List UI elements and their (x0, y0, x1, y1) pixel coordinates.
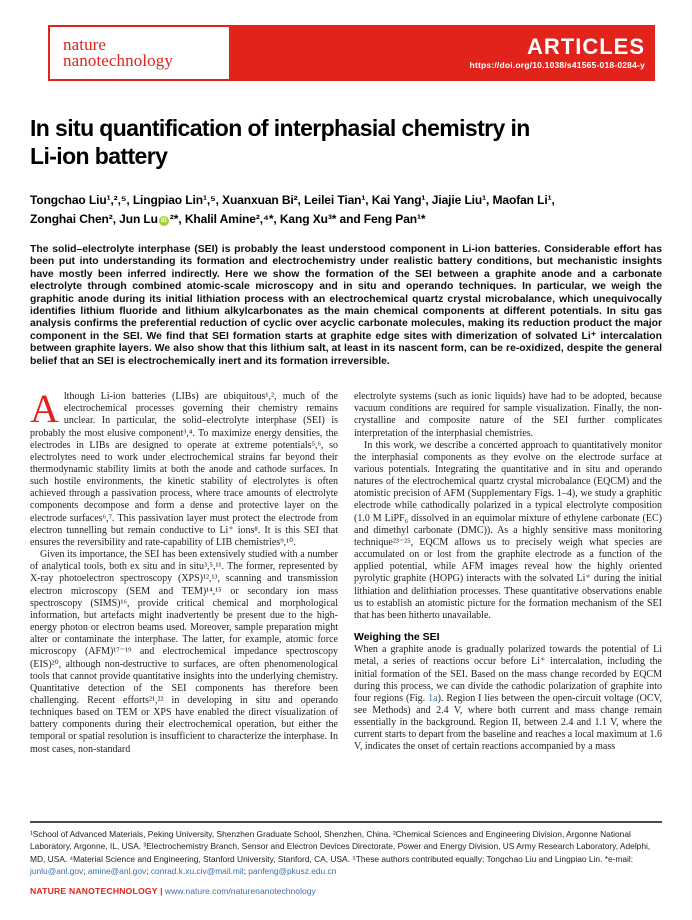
right-column (354, 391, 662, 799)
title-line-2: Li-ion battery (30, 143, 168, 169)
paragraph: In this work, we describe a concerted approach to quantitatively monitor the interphasial components as they evolve on the electrode surface at various potentials. Integrating the quantitative and in situ and operando natures of the electrochemical quartz crystal microbalance (EQCM) and the atomistic precision of AFM (Supplementary Figs. 1–4), we study a graphitic electrode while cathodically polarized in a typical electrolyte composition (1.0 M LiPF₆ dissolved in an equimolar mixture of ethylene carbonate (EC) and dimethyl carbonate (DMC)). As a highly sensitive mass monitoring technique²³⁻²⁵, EQCM allows us to precisely weigh what species are accumulated on or lost from the graphite electrode as a function of the applied potential, while AFM images reveal how the highly oriented pyrolytic graphite (HOPG) interacts with the solvated Li⁺ during the initial lithiation and delithiation processes. These quantitative observations enable us to establish an atomistic picture for the formation mechanism of the SEI that has been hitherto unavailable. (354, 439, 662, 621)
authors-line-2 (30, 210, 662, 229)
page-title (30, 114, 662, 170)
left-column (30, 391, 338, 799)
authors-line-2-pre: Zonghai Chen², Jun Lu (30, 212, 158, 226)
email-link-junlu[interactable]: junlu@anl.gov (30, 866, 84, 877)
authors-line-1: Tongchao Liu¹,²,⁵, Lingpiao Lin¹,⁵, Xuanxuan Bi², Leilei Tian¹, Kai Yang¹, Jiajie Liu¹, Maofan Li¹, (30, 193, 555, 207)
authors-line-2-post: ²*, Khalil Amine²,⁴*, Kang Xu³* and Feng Pan¹* (169, 212, 426, 226)
journal-logo-line1: nature (63, 35, 107, 54)
orcid-icon[interactable]: iD (159, 216, 169, 226)
articles-banner (231, 25, 655, 81)
banner-label: ARTICLES (527, 34, 645, 59)
affiliations-footnote (30, 828, 662, 878)
intro-paragraph-text: lthough Li-ion batteries (LIBs) are ubiquitous¹,², much of the electrochemical processes governing their chemistry remains unclear. In particular, the solid–electrolyte interphase (SEI) is probably the most elusive component³,⁴. To maximize energy densities, the electrodes in LIBs are designed to operate at extreme potentials⁵,⁶, so electrolytes need to work under electrochemical strains far beyond their thermodynamic stability limits at both the anode and cathode surfaces. In such hostile environments, the kinetic stability of electrolytes is often achieved through a passivation process, where trace amounts of electrolyte components decompose and form a dense and protective layer on the electrode surfaces⁶,⁷. This passivation layer must protect the electrode from electron tunnelling but remain conductive to Li⁺ ions⁸. It is this SEI that ensures the reversibility and rate-capability of LIB chemistries⁹,¹⁰. (30, 391, 338, 548)
author-list (30, 191, 662, 229)
figure-1a-link[interactable]: 1a (428, 692, 438, 704)
paragraph: Given its importance, the SEI has been extensively studied with a number of analytical tools, both ex situ and in situ³,⁵,¹¹. The former, represented by X-ray photoelectron spectroscopy (XPS)¹²,¹³, scanning and transmission electron microscopy (SEM and TEM)¹⁴,¹⁵ or secondary ion mass spectroscopy (SIMS)¹⁶, provide critical chemical and morphological information, but artefacts might inadvertently be present due to the high-energy photon or electron beams used. Moreover, sample preparation might alter or contaminate the interphase. The latter, for example, atomic force microscopy (AFM)¹⁷⁻¹⁹ and electrochemical impedance spectroscopy (EIS)²⁰, although non-destructive to surfaces, are often phenomenological tools that cannot provide quantitative insights into the underlying chemistry. Quantitative detection of the SEI components has therefore been challenging. Recent efforts²¹,²² in developing in situ and operando techniques based on TEM or XPS have enabled the direct visualization of battery components during their electrochemical operation, but either the temporal or spatial resolution is insufficient to characterize the interphase. In most cases, non-standard (30, 549, 338, 755)
doi-link[interactable]: https://doi.org/10.1038/s41565-018-0284-y (469, 60, 645, 70)
email-link-xu[interactable]: conrad.k.xu.civ@mail.mil (150, 866, 244, 877)
masthead (48, 25, 655, 81)
intro-paragraph (30, 391, 338, 549)
title-line-1: In situ quantification of interphasial chemistry in (30, 115, 530, 141)
article-body (30, 391, 662, 799)
email-separator: ; (83, 866, 88, 877)
footer-separator: | (157, 886, 165, 896)
journal-logo (48, 25, 231, 81)
affiliations-text: ¹School of Advanced Materials, Peking University, Shenzhen Graduate School, Shenzhen, China. ²Chemical Sciences and Engineering Division, Argonne National Laboratory, Argonne, IL, USA. ³Electrochemistry Branch, Sensor and Electron Devices Directorate, Power and Energy Division, US Army Research Laboratory, Adelphi, MD, USA. ⁴Material Science and Engineering, Stanford University, Stanford, CA, USA. ⁵These authors contributed equally: Tongchao Liu and Lingpiao Lin. *e-mail: (30, 829, 651, 864)
email-separator: ; (243, 866, 249, 877)
page-footer (30, 886, 316, 896)
paragraph (354, 644, 662, 753)
paragraph-text: ). Region I lies between the open-circuit voltage (OCV, see Methods) and 2.4 V, where both current and mass change remain essentially in the background. Region II, between 2.4 and 1.1 V, where the current starts to depart from the baseline and reaches a local maximum at 1.6 V, indicates the onset of certain reactions accompanied by a mass (354, 692, 662, 753)
section-heading-weighing-the-sei: Weighing the SEI (354, 631, 440, 644)
paragraph: electrolyte systems (such as ionic liquids) have had to be adopted, because vacuum conditions are required for sample visualization. Finally, the non-crystalline and composite nature of the SEI further complicates interpretation of the interphasial chemistries. (354, 391, 662, 439)
footnote-divider (30, 821, 662, 823)
journal-logo-line2: nanotechnology (63, 51, 173, 70)
footer-url-link[interactable]: www.nature.com/naturenanotechnology (164, 886, 316, 896)
email-separator: ; (146, 866, 151, 877)
drop-cap: A (30, 391, 59, 432)
email-link-amine[interactable]: amine@anl.gov (87, 866, 147, 877)
paragraph-text: When a graphite anode is gradually polarized towards the potential of Li metal, a series of reactions occur before Li⁺ intercalation, including the initial formation of the SEI. Based on the mass change recorded by EQCM during this process, we can divide the cathodic polarization of graphite into four regions (Fig. (354, 644, 662, 704)
email-link-panfeng[interactable]: panfeng@pkusz.edu.cn (248, 866, 337, 877)
abstract: The solid–electrolyte interphase (SEI) is probably the least understood component in Li-ion batteries. Considerable effort has been put into understanding its formation and electrochemistry under realistic battery conditions, but mechanistic insights have mostly been inferred indirectly. Here we show the formation of the SEI between a graphite anode and a carbonate electrolyte through combined atomic-scale microscopy and in situ and operando techniques. In particular, we weigh the graphitic anode during its initial lithiation process with an electrochemical quartz crystal microbalance, which unequivocally identifies lithium fluoride and lithium alkylcarbonates as the main chemical components at different potentials. In situ gas analysis confirms the preferential reduction of cyclic over acyclic carbonate molecules, making its reduction product the major component in the SEI. We find that SEI formation starts at graphite edge sites with dimerization of solvated Li⁺ intercalation between graphite layers. We also show that this lithium salt, at least in its nascent form, can be re-oxidized, despite the general belief that an SEI is electrochemically inert and its formation irreversible. (30, 244, 662, 367)
footer-journal-name: NATURE NANOTECHNOLOGY (30, 886, 158, 896)
